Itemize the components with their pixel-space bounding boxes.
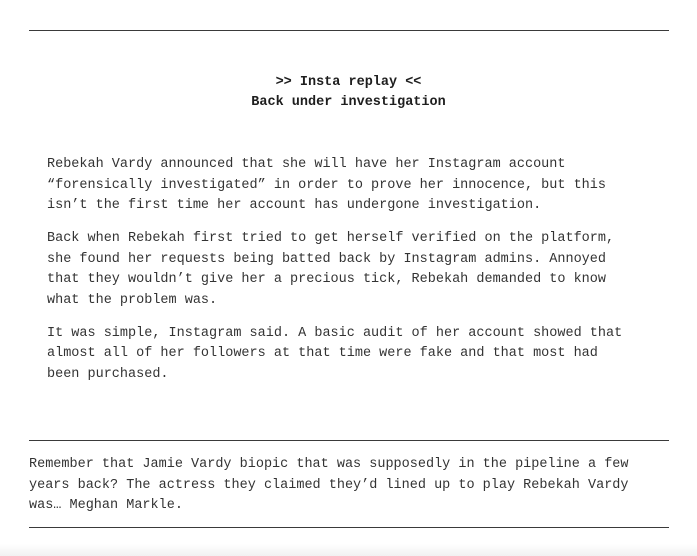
text-line: almost all of her followers at that time were fake and that most had: [47, 346, 598, 361]
paragraph-3: [47, 324, 667, 386]
page-bottom-edge: [0, 544, 697, 556]
section-header: [0, 73, 697, 113]
text-line: It was simple, Instagram said. A basic audit of her account showed that: [47, 325, 623, 341]
top-divider: [29, 30, 669, 31]
section-title: >> Insta replay <<: [275, 75, 422, 90]
text-line: what the problem was.: [47, 292, 218, 308]
text-line: was… Meghan Markle.: [29, 498, 183, 513]
text-line: Rebekah Vardy announced that she will have her Instagram account: [47, 157, 566, 172]
footer-note: [29, 455, 669, 517]
paragraph-1: [47, 155, 667, 217]
text-line: she found her requests being batted back by Instagram admins. Annoyed: [47, 251, 606, 267]
paragraph-2: [47, 229, 667, 311]
middle-divider: [29, 440, 669, 441]
section-subtitle: Back under investigation: [251, 95, 446, 110]
article-body: [47, 155, 667, 398]
text-line: isn’t the first time her account has undergone investigation.: [47, 198, 542, 213]
text-line: “forensically investigated” in order to prove her innocence, but this: [47, 177, 606, 193]
text-line: Remember that Jamie Vardy biopic that was supposedly in the pipeline a few: [29, 457, 629, 472]
text-line: years back? The actress they claimed they’d lined up to play Rebekah Vardy: [29, 477, 629, 493]
text-line: been purchased.: [47, 366, 169, 382]
text-line: Back when Rebekah first tried to get herself verified on the platform,: [47, 231, 615, 246]
text-line: that they wouldn’t give her a precious tick, Rebekah demanded to know: [47, 272, 606, 287]
bottom-divider: [29, 527, 669, 528]
